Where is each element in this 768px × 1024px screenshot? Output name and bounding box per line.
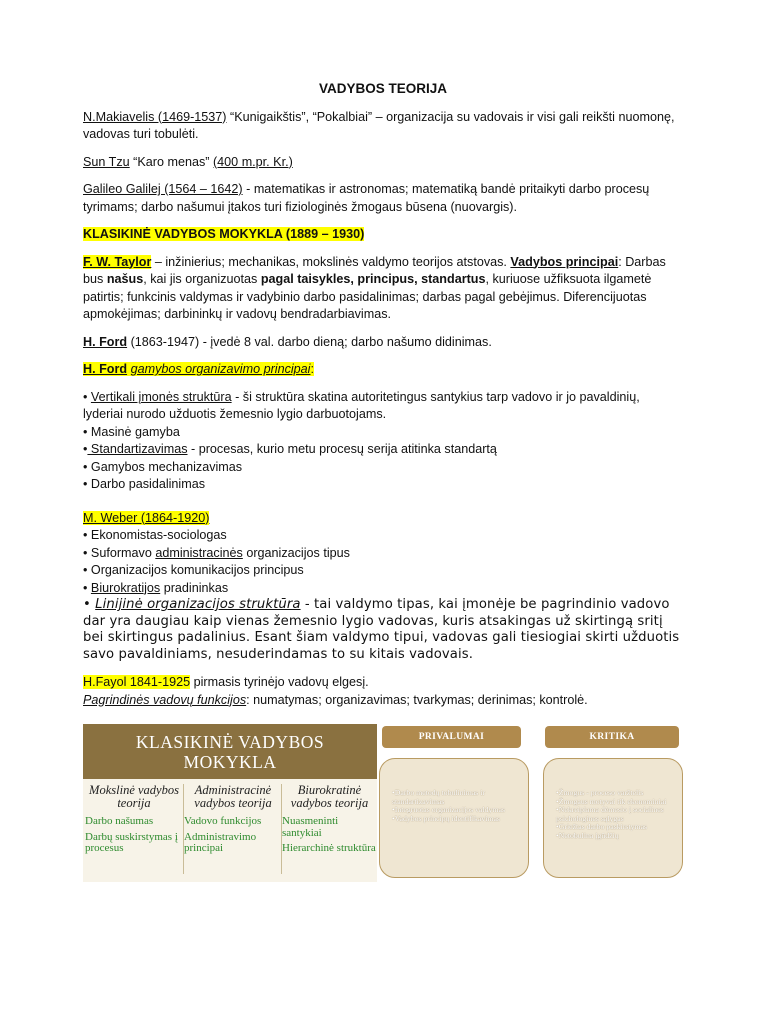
kritika-label: KRITIKA bbox=[545, 726, 679, 748]
list-item: •Integruotas organizacijos valdymas bbox=[392, 805, 506, 814]
taylor-text-1: – inžinierius; mechanikas, mokslinės valdymo teorijos atstovas. bbox=[151, 254, 511, 269]
taylor-text-3: , kai jis organizuotas bbox=[143, 272, 261, 286]
column-administrative bbox=[184, 784, 282, 855]
fayol-functions bbox=[83, 692, 683, 710]
weber-item-1: Ekonomistas-sociologas bbox=[90, 528, 227, 542]
paragraph-makiavelis bbox=[83, 109, 683, 144]
section-heading-classical bbox=[83, 226, 683, 244]
list-item: •Vadybos principų identifikavimas bbox=[392, 813, 500, 823]
weber-item-2a: Suformavo bbox=[90, 545, 156, 560]
list-item: • Standartizavimas - procesas, kurio metu procesų serija atitinka standartą bbox=[83, 442, 497, 456]
taylor-principles: Vadybos principai bbox=[510, 254, 619, 269]
schools-panel bbox=[83, 724, 377, 882]
list-item: • Organizacijos komunikacijos principus bbox=[83, 563, 304, 577]
privalumai-box bbox=[379, 758, 529, 878]
list-item: •Žmogaus motyvai tik ekonominiai bbox=[556, 796, 667, 806]
column-bureaucratic bbox=[282, 784, 377, 855]
list-item: •Nekreipiama dėmesio į socialines psichologines sąlygas bbox=[556, 805, 664, 823]
administrative-term: administracinės bbox=[155, 545, 243, 560]
mass-production: Masinė gamyba bbox=[90, 424, 180, 439]
ford-name-2: H. Ford bbox=[83, 362, 128, 376]
paragraph-taylor bbox=[83, 254, 683, 324]
column-item: Darbo našumas bbox=[85, 815, 154, 827]
taylor-rules: pagal taisykles, principus, standartus bbox=[260, 272, 486, 286]
ford-principles-heading bbox=[83, 361, 683, 379]
list-item: • Masinė gamyba bbox=[83, 424, 180, 439]
division-of-labor: Darbo pasidalinimas bbox=[90, 477, 206, 491]
galileo-name: Galileo Galilej (1564 – 1642) bbox=[83, 182, 243, 196]
page-title: VADYBOS TEORIJA bbox=[318, 81, 448, 96]
column-scientific bbox=[85, 784, 183, 855]
column-item: Darbų suskirstymas į procesus bbox=[85, 830, 178, 854]
privalumai-label: PRIVALUMAI bbox=[382, 726, 521, 748]
ford-name: H. Ford bbox=[83, 334, 128, 349]
diagram-heading-line-2: MOKYKLA bbox=[183, 752, 277, 772]
taylor-name: F. W. Taylor bbox=[83, 254, 152, 269]
list-item: • Darbo pasidalinimas bbox=[83, 477, 206, 491]
diagram-heading-line-1: KLASIKINĖ VADYBOS bbox=[135, 732, 325, 752]
fayol-line bbox=[83, 674, 683, 692]
linear-structure-term: Linijinė organizacijos struktūra bbox=[95, 597, 301, 612]
list-item: •Netobulina įgūdžių bbox=[556, 830, 619, 840]
list-item: • Suformavo administracinės organizacijos tipus bbox=[83, 545, 350, 560]
taylor-nasus: našus bbox=[106, 272, 144, 286]
kritika-box bbox=[543, 758, 683, 878]
list-item: • Gamybos mechanizavimas bbox=[83, 459, 243, 474]
sun-tzu-name: Sun Tzu bbox=[83, 154, 130, 169]
taylor-text-4: , kuriuose užfiksuota ilgametė patirtis; funkcinis valdymas ir vadybinio darbo pasidalinimas; darbas pagal gebėjimus. Diferencijuotas apmokėjimas; darbininkų ir vadovų bendradarbiavimas. bbox=[83, 272, 652, 321]
weber-heading bbox=[83, 510, 683, 528]
functions-term: Pagrindinės vadovų funkcijos bbox=[83, 692, 247, 707]
diagram-heading bbox=[83, 724, 377, 779]
weber-item-2b: organizacijos tipus bbox=[242, 545, 350, 560]
vertical-structure-text: - ši struktūra skatina autoritetingus santykius tarp vadovo ir jo pavaldinių, lyderiai nurodo užduotis žemesnio lygio darbuotojams. bbox=[83, 389, 640, 421]
linear-structure-text: - tai valdymo tipas, kai įmonėje be pagrindinio vadovo dar yra daugiau kaip vienas žemesnio lygio vadovas, kuris atsakingas už skirtingą sritį bei skirtingus padalinius. Esant šiam valdymo tipui, vadovas gali tiesiogiai skirti užduotis savo pavaldiniams, nesuderindamas to su kitais vadovais. bbox=[83, 597, 680, 662]
weber-section bbox=[83, 510, 683, 664]
ford-principles-colon: : bbox=[310, 362, 314, 376]
functions-text: : numatymas; organizavimas; tvarkymas; derinimas; kontrolė. bbox=[246, 692, 588, 707]
taylor-text-2: : Darbas bus bbox=[83, 254, 666, 286]
vertical-structure-term: Vertikali įmonės struktūra bbox=[90, 389, 232, 404]
classical-school-heading: KLASIKINĖ VADYBOS MOKYKLA (1889 – 1930) bbox=[83, 227, 365, 241]
classical-school-diagram bbox=[83, 724, 683, 882]
ford-principles-label: gamybos organizavimo principai bbox=[130, 362, 311, 376]
galileo-text: - matematikas ir astronomas; matematiką bandė pritaikyti darbo procesų tyrimams; darbo našumui įtakos turi fiziologinės žmogaus būsena (nuovargis). bbox=[83, 182, 650, 214]
list-item: • Biurokratijos pradininkas bbox=[83, 580, 229, 595]
column-title: Biurokratinė vadybos teorija bbox=[290, 783, 369, 810]
mechanization: Gamybos mechanizavimas bbox=[90, 459, 243, 474]
column-item: Nuasmeninti santykiai bbox=[282, 815, 339, 839]
weber-item-3: Organizacijos komunikacijos principus bbox=[90, 563, 304, 577]
column-item: Administravimo principai bbox=[184, 830, 257, 854]
standardization-text: - procesas, kurio metu procesų serija atitinka standartą bbox=[187, 442, 497, 456]
list-item: •Griežtas darbo paskirstymas bbox=[556, 822, 648, 831]
document-body bbox=[83, 80, 683, 709]
weber-item-4b: pradininkas bbox=[160, 580, 229, 595]
paragraph-ford bbox=[83, 334, 683, 352]
list-item: •Žmogus - proceso varžtelis bbox=[556, 788, 644, 797]
fayol-name: H.Fayol 1841-1925 bbox=[83, 675, 191, 689]
column-item: Hierarchinė struktūra bbox=[282, 842, 376, 854]
list-item: • Linijinė organizacijos struktūra - tai valdymo tipas, kai įmonėje be pagrindinio vadovo dar yra daugiau kaip vienas žemesnio lygio vadovas, kuris atsakingas už skirtingą sritį bei skirtingus padalinius. Esant šiam valdymo tipui, vadovas gali tiesiogiai skirti užduotis savo pavaldiniams, nesuderindamas to su kitais vadovais. bbox=[83, 597, 680, 662]
paragraph-sun-tzu bbox=[83, 154, 683, 172]
list-item: • Vertikali įmonės struktūra - ši struktūra skatina autoritetingus santykius tarp vadovo ir jo pavaldinių, lyderiai nurodo užduotis žemesnio lygio darbuotojams. bbox=[83, 389, 640, 421]
makiavelis-name: N.Makiavelis (1469-1537) bbox=[83, 109, 227, 124]
list-item: • Ekonomistas-sociologas bbox=[83, 528, 227, 542]
makiavelis-text: “Kunigaikštis”, “Pokalbiai” – organizacija su vadovais ir visi gali reikšti nuomonę, vadovas turi tobulėti. bbox=[83, 109, 675, 141]
sun-tzu-book: “Karo menas” bbox=[129, 154, 213, 169]
column-title: Administracinė vadybos teorija bbox=[194, 783, 272, 810]
fayol-text: pirmasis tyrinėjo vadovų elgesį. bbox=[190, 675, 369, 689]
weber-name: M. Weber (1864-1920) bbox=[83, 510, 210, 525]
bureaucracy-term: Biurokratijos bbox=[90, 580, 161, 595]
paragraph-galileo bbox=[83, 181, 683, 216]
ford-principles-list bbox=[83, 389, 683, 494]
column-title: Mokslinė vadybos teorija bbox=[89, 783, 179, 810]
list-item: •Darbo metodų tobulinimas ir standartizavimas bbox=[392, 788, 486, 806]
standardization-term: Standartizavimas bbox=[87, 442, 188, 456]
column-item: Vadovo funkcijos bbox=[184, 815, 262, 827]
sun-tzu-date: (400 m.pr. Kr.) bbox=[212, 154, 293, 169]
ford-text: (1863-1947) - įvedė 8 val. darbo dieną; darbo našumo didinimas. bbox=[127, 334, 492, 349]
